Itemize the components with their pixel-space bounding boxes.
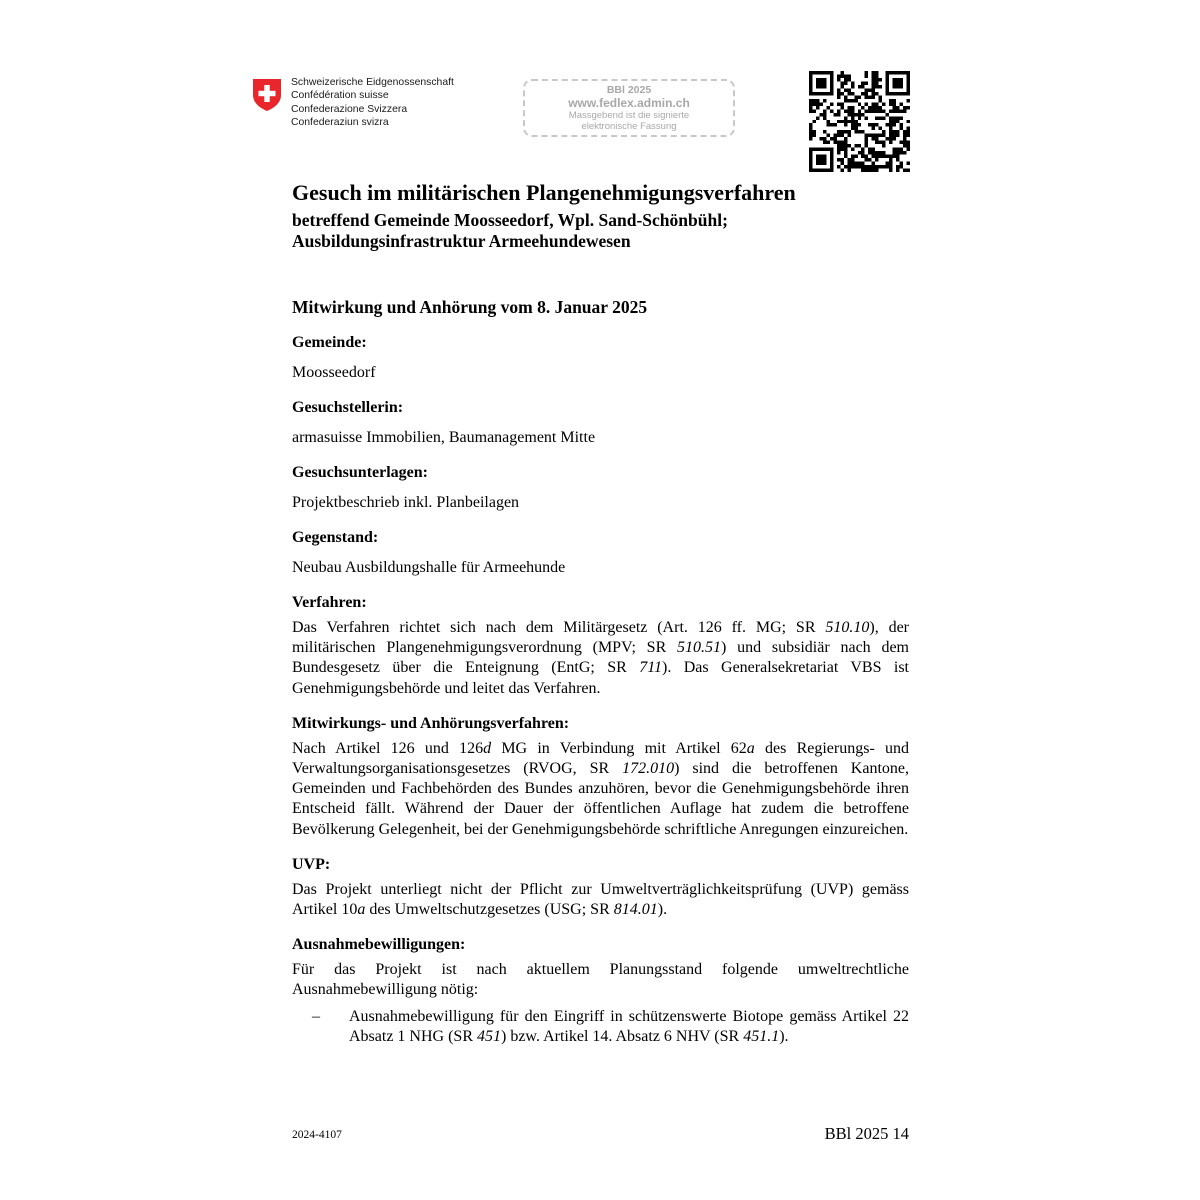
ausnahme-label: Ausnahmebewilligungen: bbox=[292, 936, 466, 954]
uvp-text-2: des Umweltschutzgesetzes (USG; SR bbox=[365, 901, 614, 919]
document-subtitle bbox=[292, 210, 909, 252]
uvp-text-1: Das Projekt unterliegt nicht der Pflicht zur Umweltverträglichkeitsprüfung (UVP) gemäss Artikel 10 bbox=[292, 880, 909, 919]
verfahren-text-3: ) und subsidiär nach dem Bundesgesetz über die Enteignung (EntG; SR bbox=[292, 639, 909, 677]
gegenstand-value: Neubau Ausbildungshalle für Armeehunde bbox=[292, 559, 566, 576]
list-item bbox=[292, 1007, 909, 1047]
list-text-2: ) bzw. Artikel 14. Absatz 6 NHV (SR bbox=[501, 1027, 744, 1045]
confederation-names bbox=[291, 76, 454, 130]
name-it: Confederazione Svizzera bbox=[291, 103, 408, 115]
gegenstand-label: Gegenstand: bbox=[292, 529, 379, 546]
name-de: Schweizerische Eidgenossenschaft bbox=[291, 77, 454, 88]
stamp-url: www.fedlex.admin.ch bbox=[568, 96, 690, 110]
mitwirkung-label: Mitwirkungs- und Anhörungsverfahren: bbox=[292, 714, 570, 732]
publication-stamp bbox=[523, 79, 735, 137]
subtitle-line-2: Ausbildungsinfrastruktur Armeehundewesen bbox=[292, 231, 631, 251]
subtitle-line-1: betreffend Gemeinde Moosseedorf, Wpl. Sand-Schönbühl; bbox=[292, 210, 728, 230]
unterlagen-label: Gesuchsunterlagen: bbox=[292, 464, 428, 481]
sr-reference: 510.10 bbox=[825, 619, 870, 636]
article-suffix: a bbox=[746, 739, 755, 757]
unterlagen-value: Projektbeschrieb inkl. Planbeilagen bbox=[292, 494, 520, 511]
list-dash: – bbox=[312, 1007, 320, 1025]
sr-reference: 711 bbox=[639, 659, 663, 677]
footer-reference: BBl 2025 14 bbox=[824, 1124, 909, 1143]
gesuchstellerin-label: Gesuchstellerin: bbox=[292, 399, 404, 416]
verfahren-label: Verfahren: bbox=[292, 594, 367, 611]
footer-document-number: 2024-4107 bbox=[292, 1129, 342, 1141]
mitwirkung-text-2: MG in Verbindung mit Artikel 62 bbox=[491, 739, 747, 757]
gemeinde-value: Moosseedorf bbox=[292, 364, 376, 381]
stamp-line-4: elektronische Fassung bbox=[581, 121, 677, 132]
mitwirkung-text-3: des Regierungs- und Verwaltungsorganisationsgesetzes (RVOG, SR bbox=[292, 739, 909, 778]
stamp-line-3: Massgebend ist die signierte bbox=[568, 110, 690, 121]
ausnahme-intro: Für das Projekt ist nach aktuellem Planungsstand folgende umweltrechtliche Ausnahmebewilligung nötig: bbox=[292, 961, 909, 999]
mitwirkung-text-4: ) sind die betroffenen Kantone, Gemeinden und Fachbehörden des Bundes anzuhören, bevor die Genehmigungsbehörde ihren Entscheid fällt. Während der Dauer der öffentlichen Auflage hat zudem die betroffene Bevölkerung Gelegenheit, bei der Genehmigungsbehörde schriftliche Anregungen einzureichen. bbox=[292, 760, 909, 838]
uvp-paragraph bbox=[292, 880, 909, 920]
federal-logo bbox=[252, 76, 492, 136]
article-suffix: d bbox=[483, 739, 492, 757]
verfahren-text-1: Das Verfahren richtet sich nach dem Militärgesetz (Art. 126 ff. MG; SR bbox=[292, 619, 826, 636]
name-rm: Confederaziun svizra bbox=[291, 117, 389, 129]
sr-reference: 451 bbox=[477, 1027, 501, 1045]
gesuchstellerin-value: armasuisse Immobilien, Baumanagement Mitte bbox=[292, 429, 596, 446]
verfahren-text-4: ). Das Generalsekretariat VBS ist Genehmigungsbehörde und leitet das Verfahren. bbox=[292, 659, 910, 697]
section-title: Mitwirkung und Anhörung vom 8. Januar 2025 bbox=[292, 297, 648, 317]
stamp-line-1: BBl 2025 bbox=[606, 84, 652, 96]
name-fr: Confédération suisse bbox=[291, 90, 389, 102]
article-suffix: a bbox=[357, 901, 366, 919]
verfahren-text-2: ), der militärischen Plangenehmigungsverordnung (MPV; SR bbox=[292, 619, 909, 657]
list-text-3: ). bbox=[779, 1027, 789, 1045]
gemeinde-label: Gemeinde: bbox=[292, 334, 367, 351]
list-text-1: Ausnahmebewilligung für den Eingriff in schützenswerte Biotope gemäss Artikel 22 Absatz 1 NHG (SR bbox=[349, 1007, 909, 1045]
sr-reference: 451.1 bbox=[743, 1027, 780, 1045]
sr-reference: 172.010 bbox=[622, 760, 675, 778]
verfahren-paragraph bbox=[292, 618, 909, 699]
document-title: Gesuch im militärischen Plangenehmigungsverfahren bbox=[292, 180, 796, 205]
document-body bbox=[292, 178, 909, 1047]
qr-code-icon bbox=[809, 71, 910, 172]
uvp-text-3: ). bbox=[657, 901, 668, 919]
uvp-label: UVP: bbox=[292, 855, 331, 873]
sr-reference: 510.51 bbox=[677, 639, 722, 657]
sr-reference: 814.01 bbox=[613, 901, 658, 919]
swiss-cross-icon bbox=[252, 78, 282, 112]
mitwirkung-paragraph bbox=[292, 739, 909, 840]
mitwirkung-text-1: Nach Artikel 126 und 126 bbox=[292, 739, 484, 757]
